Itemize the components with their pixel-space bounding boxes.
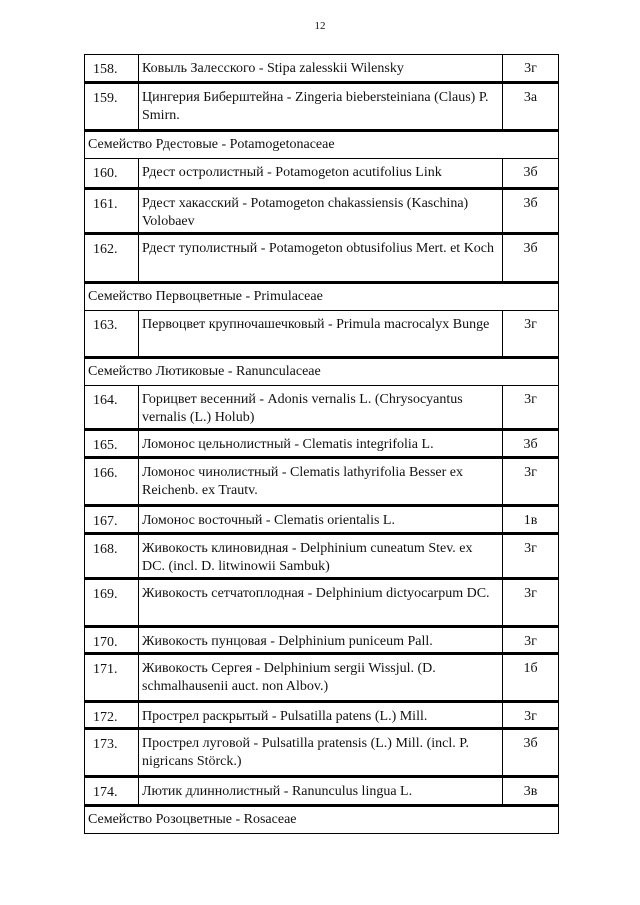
rarity-category: 3г (524, 634, 537, 649)
table-row (84, 84, 559, 132)
table-row (84, 703, 559, 730)
rarity-category: 3б (523, 241, 538, 256)
rarity-category: 3б (523, 196, 538, 211)
rarity-category: 3г (524, 586, 537, 601)
rarity-category: 3б (523, 736, 538, 751)
table-row (84, 778, 559, 807)
table-row (84, 386, 559, 431)
species-name: Лютик длиннолистный - Ranunculus lingua L. (138, 778, 503, 804)
table-row (84, 190, 559, 235)
row-number: 168. (93, 542, 118, 557)
table-row (84, 628, 559, 655)
rarity-category: 1б (523, 661, 538, 676)
species-name: Прострел луговой - Pulsatilla pratensis (L.) Mill. (incl. P. nigricans Störck.) (138, 730, 503, 775)
table-row (84, 507, 559, 535)
table-row (84, 459, 559, 507)
species-name: Рдест туполистный - Potamogeton obtusifolius Mert. et Koch (138, 235, 503, 281)
row-number: 172. (93, 710, 118, 725)
rarity-category: 3б (523, 437, 538, 452)
species-name: Прострел раскрытый - Pulsatilla patens (L.) Mill. (138, 703, 503, 727)
table-row (84, 730, 559, 778)
table-row (84, 580, 559, 628)
rarity-category: 3г (524, 392, 537, 407)
rarity-category: 3в (523, 784, 538, 799)
row-number: 167. (93, 514, 118, 529)
species-name: Ковыль Залесского - Stipa zalesskii Wilensky (138, 55, 503, 81)
row-number: 158. (93, 62, 118, 77)
table-row (84, 431, 559, 459)
rarity-category: 3г (524, 317, 537, 332)
rarity-category: 1в (523, 513, 538, 528)
species-name: Рдест хакасский - Potamogeton chakassiensis (Kaschina) Volobaev (138, 190, 503, 232)
table-row (84, 55, 559, 84)
row-number: 161. (93, 197, 118, 212)
family-row (84, 359, 559, 386)
species-table (84, 54, 559, 834)
row-number: 165. (93, 438, 118, 453)
species-name: Ломонос цельнолистный - Clematis integrifolia L. (138, 431, 503, 456)
family-name: Семейство Первоцветные - Primulaceae (88, 289, 323, 304)
row-number: 162. (93, 242, 118, 257)
rarity-category: 3а (523, 90, 538, 105)
row-number: 173. (93, 737, 118, 752)
row-number: 160. (93, 166, 118, 181)
species-name: Живокость клиновидная - Delphinium cuneatum Stev. ex DC. (incl. D. litwinowii Sambuk) (138, 535, 503, 577)
family-name: Семейство Розоцветные - Rosaceae (88, 812, 297, 827)
row-number: 170. (93, 635, 118, 650)
table-row (84, 159, 559, 190)
species-name: Первоцвет крупночашечковый - Primula macrocalyx Bunge (138, 311, 503, 356)
rarity-category: 3г (524, 61, 537, 76)
family-row (84, 284, 559, 311)
family-name: Семейство Лютиковые - Ranunculaceae (88, 364, 321, 379)
rarity-category: 3г (524, 465, 537, 480)
page-number: 12 (314, 20, 326, 32)
row-number: 166. (93, 466, 118, 481)
family-name: Семейство Рдестовые - Potamogetonaceae (88, 137, 335, 152)
species-name: Ломонос восточный - Clematis orientalis L. (138, 507, 503, 532)
species-name: Ломонос чинолистный - Clematis lathyrifolia Besser ex Reichenb. ex Trautv. (138, 459, 503, 504)
row-number: 169. (93, 587, 118, 602)
species-name: Живокость Сергея - Delphinium sergii Wissjul. (D. schmalhausenii auct. non Albov.) (138, 655, 503, 700)
row-number: 159. (93, 91, 118, 106)
table-row (84, 235, 559, 284)
family-row (84, 807, 559, 834)
table-row (84, 311, 559, 359)
family-row (84, 132, 559, 159)
species-name: Цингерия Биберштейна - Zingeria biebersteiniana (Claus) P. Smirn. (138, 84, 503, 129)
rarity-category: 3г (524, 709, 537, 724)
species-name: Горицвет весенний - Adonis vernalis L. (Chrysocyantus vernalis (L.) Holub) (138, 386, 503, 428)
species-name: Рдест остролистный - Potamogeton acutifolius Link (138, 159, 503, 187)
row-number: 164. (93, 393, 118, 408)
table-row (84, 535, 559, 580)
row-number: 171. (93, 662, 118, 677)
rarity-category: 3г (524, 541, 537, 556)
row-number: 163. (93, 318, 118, 333)
rarity-category: 3б (523, 165, 538, 180)
species-name: Живокость сетчатоплодная - Delphinium dictyocarpum DC. (138, 580, 503, 625)
table-row (84, 655, 559, 703)
species-name: Живокость пунцовая - Delphinium puniceum Pall. (138, 628, 503, 652)
row-number: 174. (93, 785, 118, 800)
